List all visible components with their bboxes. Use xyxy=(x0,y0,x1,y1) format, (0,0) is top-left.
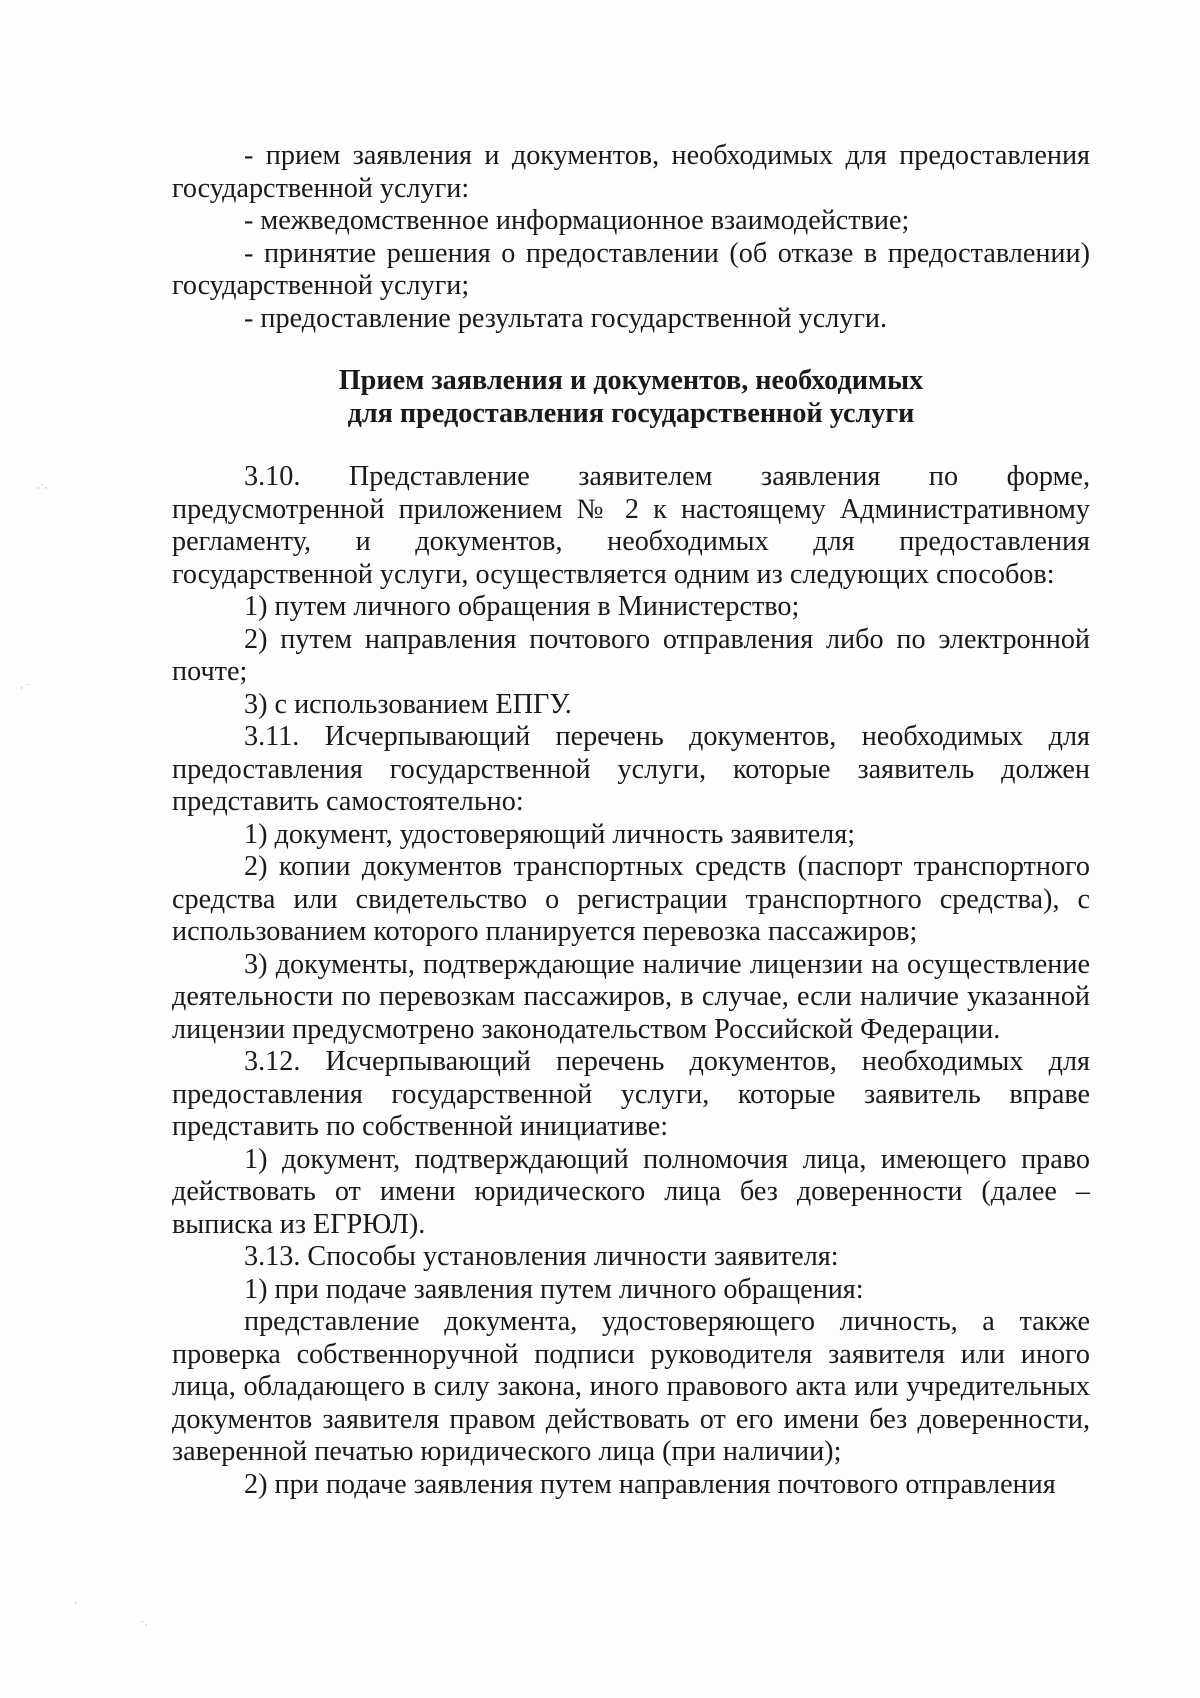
paragraph: 3) с использованием ЕПГУ. xyxy=(244,688,572,720)
list-item: - принятие решения о предоставлении (об отказе в предоставлении) государственной услуги; xyxy=(172,237,1090,301)
paragraph: 2) копии документов транспортных средств (паспорт транспортного средства или свидетельство о регистрации транспортного средства), с использованием которого планируется перевозка пассажиров; xyxy=(172,851,1090,947)
paragraph: 3.11. Исчерпывающий перечень документов, необходимых для предоставления государственной услуги, которые заявитель должен представить самостоятельно: xyxy=(172,721,1090,817)
paragraph: 2) путем направления почтового отправления либо по электронной почте; xyxy=(172,623,1090,687)
paragraph: представление документа, удостоверяющего личность, а также проверка собственноручной подписи руководителя заявителя или иного лица, обладающего в силу закона, иного правового акта или учредительных документов заявителя правом действовать от его имени без доверенности, заверенной печатью юридического лица (при наличии); xyxy=(172,1306,1090,1467)
paragraph: 1) путем личного обращения в Министерство; xyxy=(244,591,800,622)
section-heading xyxy=(172,365,1090,430)
paragraph: 3) документы, подтверждающие наличие лицензии на осуществление деятельности по перевозкам пассажиров, в случае, если наличие указанной лицензии предусмотрено законодательством Российской Федерации. xyxy=(172,948,1090,1045)
list-item: - межведомственное информационное взаимодействие; xyxy=(244,205,910,236)
scan-speck: · xyxy=(74,1599,77,1609)
scan-speck: ˙· xyxy=(140,1621,148,1631)
scan-speck: · ˙ xyxy=(20,684,31,694)
list-item: - прием заявления и документов, необходимых для предоставления государственной услуги: xyxy=(172,140,1090,204)
list-item: - предоставление результата государственной услуги. xyxy=(244,302,888,334)
paragraph: 3.10. Представление заявителем заявления по форме, предусмотренной приложением № 2 к настоящему Административному регламенту, и документов, необходимых для предоставления государственной услуги, осуществляется одним из следующих способов: xyxy=(172,461,1090,590)
paragraph: 1) документ, удостоверяющий личность заявителя; xyxy=(244,818,856,850)
scan-speck: ·˙· xyxy=(37,484,48,494)
section-heading-line: для предоставления государственной услуги xyxy=(347,397,915,429)
document-body xyxy=(172,140,1090,1501)
paragraph: 1) документ, подтверждающий полномочия лица, имеющего право действовать от имени юридического лица без доверенности (далее – выписка из ЕГРЮЛ). xyxy=(172,1143,1090,1240)
paragraph: 1) при подаче заявления путем личного обращения: xyxy=(244,1273,864,1305)
paragraph: 2) при подаче заявления путем направления почтового отправления xyxy=(244,1468,1056,1500)
paragraph: 3.13. Способы установления личности заявителя: xyxy=(244,1241,839,1272)
section-heading-line: Прием заявления и документов, необходимых xyxy=(338,365,924,396)
paragraph: 3.12. Исчерпывающий перечень документов, необходимых для предоставления государственной услуги, которые заявитель вправе представить по собственной инициативе: xyxy=(172,1046,1090,1142)
